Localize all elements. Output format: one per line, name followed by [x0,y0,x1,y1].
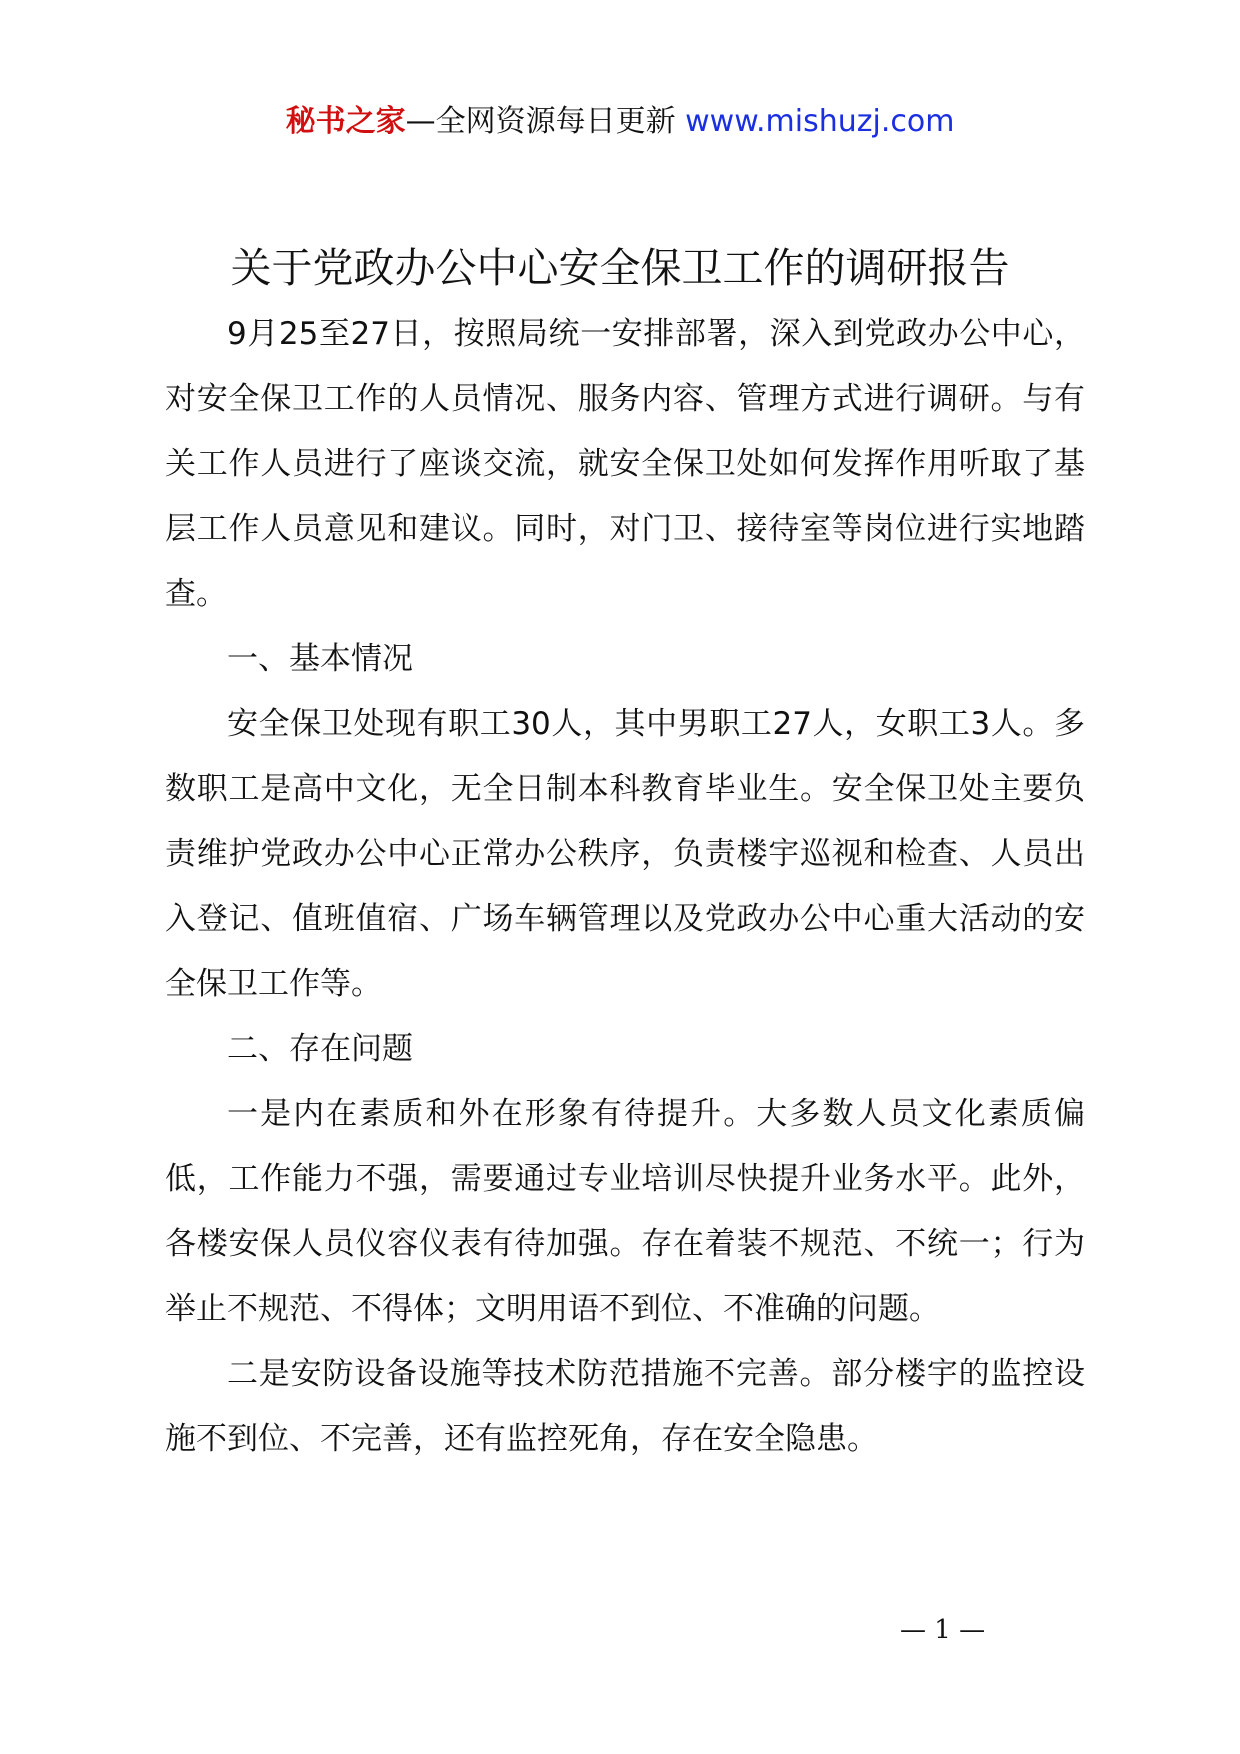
paragraph-intro: 9月25至27日，按照局统一安排部署，深入到党政办公中心，对安全保卫工作的人员情况、服务内容、管理方式进行调研。与有关工作人员进行了座谈交流，就安全保卫处如何发挥作用听取了基层工作人员意见和建议。同时，对门卫、接待室等岗位进行实地踏查。 [165,316,1085,612]
site-header [0,100,1240,144]
section-heading-problems: 二、存在问题 [227,1031,413,1067]
paragraph-problem-one: 一是内在素质和外在形象有待提升。大多数人员文化素质偏低，工作能力不强，需要通过专业培训尽快提升业务水平。此外，各楼安保人员仪容仪表有待加强。存在着装不规范、不统一；行为举止不规范、不得体；文明用语不到位、不准确的问题。 [165,1096,1085,1327]
brand-name: 秘书之家 [285,104,406,139]
document-title: 关于党政办公中心安全保卫工作的调研报告 [230,244,1010,292]
section-heading-basic-situation: 一、基本情况 [227,641,413,677]
document-body [165,302,1085,1472]
site-url-link[interactable]: www.mishuzj.com [685,104,955,139]
page-number: — 1 — [900,1615,986,1645]
paragraph-problem-two: 二是安防设备设施等技术防范措施不完善。部分楼宇的监控设施不到位、不完善，还有监控死角，存在安全隐患。 [165,1356,1085,1457]
paragraph-basic-situation: 安全保卫处现有职工30人，其中男职工27人，女职工3人。多数职工是高中文化，无全日制本科教育毕业生。安全保卫处主要负责维护党政办公中心正常办公秩序，负责楼宇巡视和检查、人员出入登记、值班值宿、广场车辆管理以及党政办公中心重大活动的安全保卫工作等。 [165,706,1085,1002]
header-tagline: —全网资源每日更新 [405,104,676,139]
